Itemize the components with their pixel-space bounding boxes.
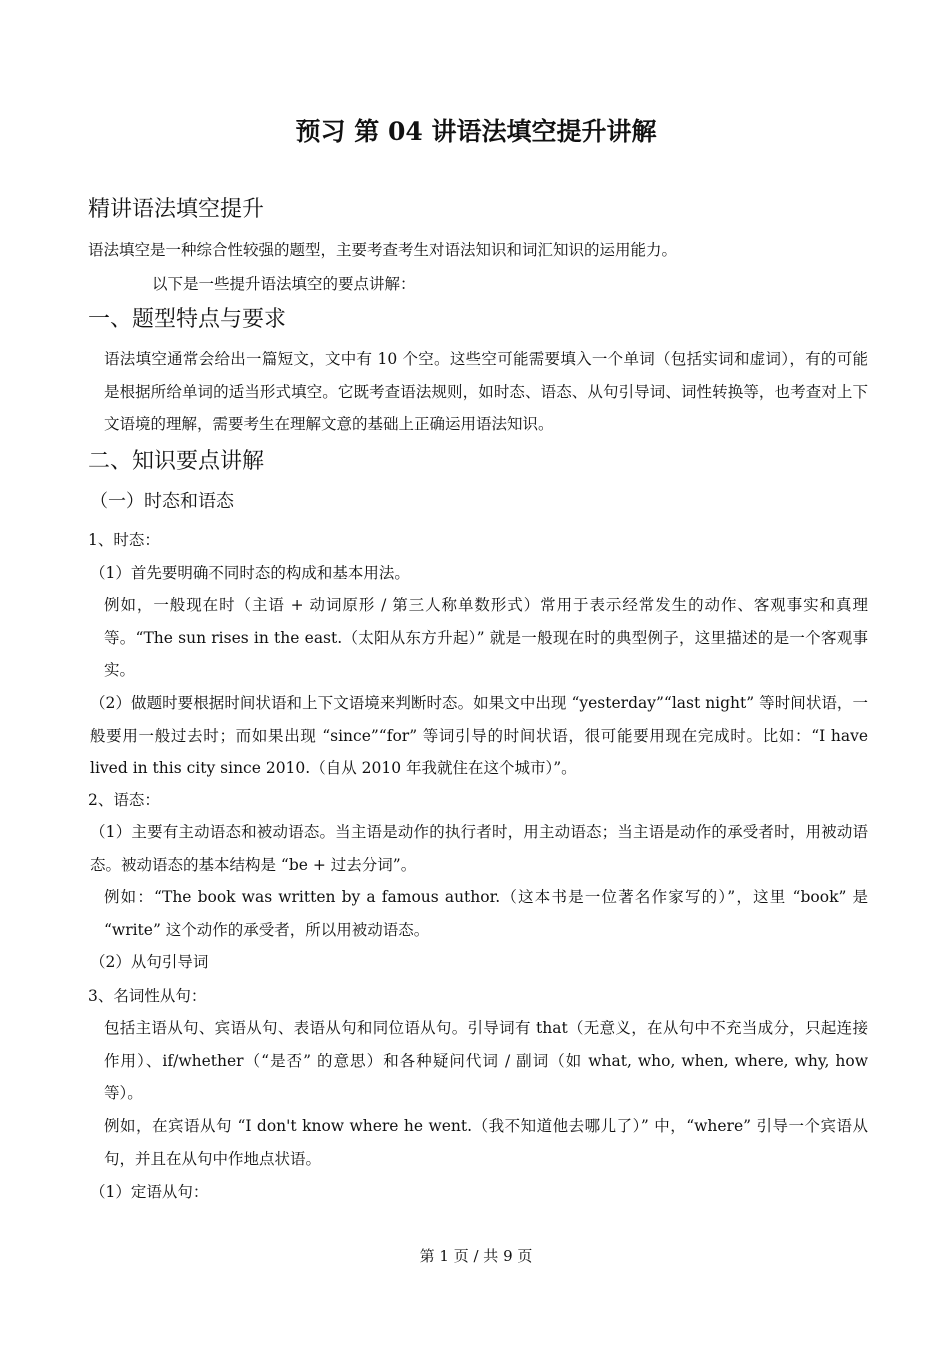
- part2-heading: 二、知识要点讲解: [88, 449, 265, 474]
- item-voice-example: 例如：“The book was written by a famous author.（这本书是一位著名作家写的）”，这里 “book” 是 “write” 这个动作的承受者，所以用被动语态。: [104, 888, 868, 939]
- part1-body: 语法填空通常会给出一篇短文，文中有 10 个空。这些空可能需要填入一个单词（包括实词和虚词），有的可能是根据所给单词的适当形式填空。它既考查语法规则，如时态、语态、从句引导词、词性转换等，也考查对上下文语境的理解，需要考生在理解文意的基础上正确运用语法知识。: [104, 350, 868, 433]
- item-attributive-clause: （1）定语从句：: [90, 1183, 209, 1201]
- item-tense-label: 1、时态：: [88, 531, 160, 549]
- part1-heading: 一、题型特点与要求: [88, 307, 287, 332]
- item-noun-clause-label: 3、名词性从句：: [88, 987, 207, 1005]
- item-tense-point-1: （1）首先要明确不同时态的构成和基本用法。: [90, 564, 410, 582]
- page-footer: 第 1 页 / 共 9 页: [419, 1247, 533, 1265]
- intro-line-2: 以下是一些提升语法填空的要点讲解：: [152, 275, 416, 293]
- item-voice-point-1: （1）主要有主动语态和被动语态。当主语是动作的执行者时，用主动语态；当主语是动作的承受者时，用被动语态。被动语态的基本结构是 “be + 过去分词”。: [90, 823, 868, 874]
- document-title: 预习 第 04 讲语法填空提升讲解: [295, 117, 657, 146]
- item-voice-label: 2、语态：: [88, 791, 160, 809]
- subsection-tense-voice: （一）时态和语态: [90, 491, 234, 512]
- item-voice-point-2: （2）从句引导词: [90, 953, 209, 971]
- item-tense-point-2: [90, 687, 868, 785]
- item-tense-example: 例如，一般现在时（主语 + 动词原形 / 第三人称单数形式）常用于表示经常发生的动作、客观事实和真理等。“The sun rises in the east.（太阳从东方升起）” 就是一般现在时的典型例子，这里描述的是一个客观事实。: [104, 596, 868, 679]
- section-heading-main: 精讲语法填空提升: [88, 197, 265, 222]
- item-tense-point-2-text: （2）做题时要根据时间状语和上下文语境来判断时态。如果文中出现 “yesterday”“last night” 等时间状语，一般要用一般过去时；而如果出现 “since”“for” 等词引导的时间状语，很可能要用现在完成时。比如：“I have lived in this city since 2010.（自从 2010 年我就住在这个城市）”。: [90, 694, 868, 777]
- item-noun-clause-example: 例如，在宾语从句 “I don't know where he went.（我不知道他去哪儿了）” 中，“where” 引导一个宾语从句，并且在从句中作地点状语。: [104, 1117, 868, 1168]
- item-noun-clause-body: 包括主语从句、宾语从句、表语从句和同位语从句。引导词有 that（无意义，在从句中不充当成分，只起连接作用）、if/whether（“是否” 的意思）和各种疑问代词 / 副词（如 what, who, when, where, why, how 等）。: [104, 1019, 868, 1102]
- intro-line-1: 语法填空是一种综合性较强的题型，主要考查考生对语法知识和词汇知识的运用能力。: [88, 241, 678, 259]
